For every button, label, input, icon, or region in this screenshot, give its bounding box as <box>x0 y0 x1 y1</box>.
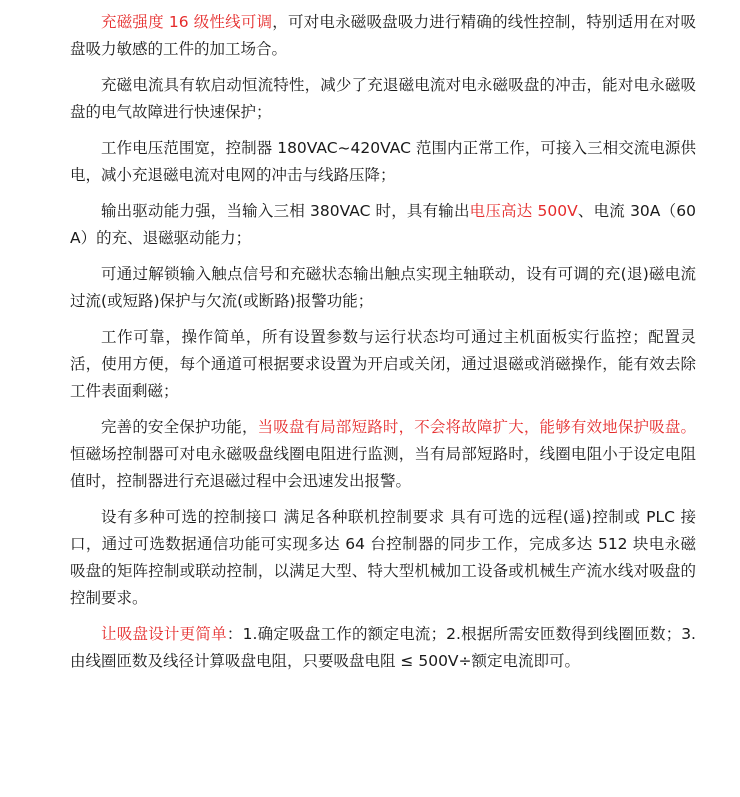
paragraph-6 <box>70 324 696 405</box>
segment: 工作可靠，操作简单，所有设置参数与运行状态均可通过主机面板实行监控；配置灵活，使用方便，每个通道可根据要求设置为开启或关闭，通过退磁或消磁操作，能有效去除工件表面剩磁； <box>70 328 696 400</box>
segment: 完善的安全保护功能， <box>101 418 258 436</box>
paragraph-2 <box>70 72 696 126</box>
paragraph-9 <box>70 621 696 675</box>
segment: 恒磁场控制器可对电永磁吸盘线圈电阻进行监测，当有局部短路时，线圈电阻小于设定电阻值时，控制器进行充退磁过程中会迅速发出报警。 <box>70 445 696 490</box>
paragraph-7 <box>70 414 696 495</box>
segment: 、电流 30A（60A）的充、退磁驱动能力； <box>70 202 696 247</box>
paragraph-4 <box>70 198 696 252</box>
segment: 充磁强度 16 级性线可调 <box>101 13 273 31</box>
segment: ：1.确定吸盘工作的额定电流；2.根据所需安匝数得到线圈匝数；3.由线圈匝数及线径计算吸盘电阻，只要吸盘电阻 ≤ 500V÷额定电流即可。 <box>70 625 696 670</box>
segment: 可通过解锁输入触点信号和充磁状态输出触点实现主轴联动，设有可调的充(退)磁电流过流(或短路)保护与欠流(或断路)报警功能； <box>70 265 696 310</box>
segment: ，可对电永磁吸盘吸力进行精确的线性控制，特别适用在对吸盘吸力敏感的工件的加工场合。 <box>70 13 696 58</box>
paragraph-8 <box>70 504 696 612</box>
segment: 当吸盘有局部短路时，不会将故障扩大，能够有效地保护吸盘。 <box>257 418 696 436</box>
segment: 充磁电流具有软启动恒流特性，减少了充退磁电流对电永磁吸盘的冲击，能对电永磁吸盘的电气故障进行快速保护； <box>70 76 696 121</box>
segment: 让吸盘设计更简单 <box>101 625 227 643</box>
paragraph-5 <box>70 261 696 315</box>
segment: 电压高达 500V <box>469 202 578 220</box>
segment: 工作电压范围宽，控制器 180VAC~420VAC 范围内正常工作，可接入三相交流电源供电，减小充退磁电流对电网的冲击与线路压降； <box>70 139 696 184</box>
segment: 输出驱动能力强，当输入三相 380VAC 时，具有输出 <box>101 202 470 220</box>
paragraph-1 <box>70 9 696 63</box>
segment: 设有多种可选的控制接口 满足各种联机控制要求 具有可选的远程(遥)控制或 PLC 接口，通过可选数据通信功能可实现多达 64 台控制器的同步工作，完成多达 512 块电永磁吸盘的矩阵控制或联动控制，以满足大型、特大型机械加工设备或机械生产流水线对吸盘的控制要求。 <box>70 508 696 607</box>
paragraph-3 <box>70 135 696 189</box>
